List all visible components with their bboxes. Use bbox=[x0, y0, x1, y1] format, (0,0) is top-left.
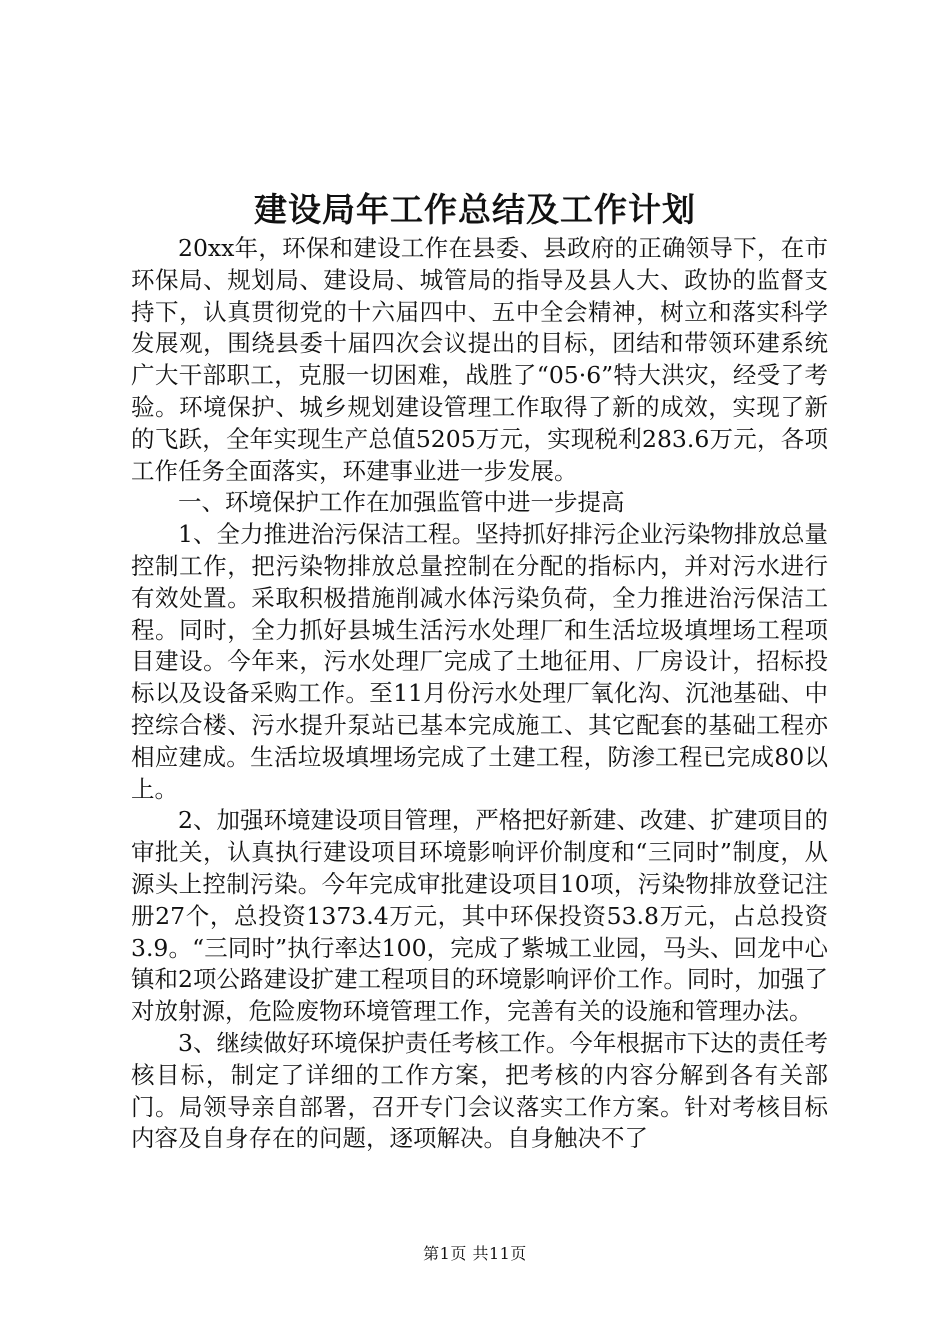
page-footer: 第1页 共11页 bbox=[423, 1244, 527, 1263]
document-body bbox=[131, 233, 828, 1155]
document-title: 建设局年工作总结及工作计划 bbox=[254, 190, 696, 229]
paragraph-item-3: 3、继续做好环境保护责任考核工作。今年根据市下达的责任考核目标，制定了详细的工作方案，把考核的内容分解到各有关部门。局领导亲自部署，召开专门会议落实工作方案。针对考核目标内容及自身存在的问题，逐项解决。自身触决不了 bbox=[131, 1028, 828, 1153]
paragraph-item-2: 2、加强环境建设项目管理，严格把好新建、改建、扩建项目的审批关，认真执行建设项目环境影响评价制度和“三同时”制度，从源头上控制污染。今年完成审批建设项目10项，污染物排放登记注册27个，总投资1373.4万元，其中环保投资53.8万元，占总投资3.9。“三同时”执行率达100，完成了紫城工业园，马头、回龙中心镇和2项公路建设扩建工程项目的环境影响评价工作。同时，加强了对放射源，危险废物环境管理工作，完善有关的设施和管理办法。 bbox=[131, 806, 828, 1026]
paragraph-intro: 20xx年，环保和建设工作在县委、县政府的正确领导下，在市环保局、规划局、建设局、城管局的指导及县人大、政协的监督支持下，认真贯彻党的十六届四中、五中全会精神，树立和落实科学发展观，围绕县委十届四次会议提出的目标，团结和带领环建系统广大干部职工，克服一切困难，战胜了“05·6”特大洪灾，经受了考验。环境保护、城乡规划建设管理工作取得了新的成效，实现了新的飞跃，全年实现生产总值5205万元，实现税利283.6万元，各项工作任务全面落实，环建事业进一步发展。 bbox=[131, 234, 828, 485]
section-heading: 一、环境保护工作在加强监管中进一步提高 bbox=[178, 488, 625, 517]
paragraph-item-1: 1、全力推进治污保洁工程。坚持抓好排污企业污染物排放总量控制工作，把污染物排放总量控制在分配的指标内，并对污水进行有效处置。采取积极措施削减水体污染负荷，全力推进治污保洁工程。同时，全力抓好县城生活污水处理厂和生活垃圾填埋场工程项目建设。今年来，污水处理厂完成了土地征用、厂房设计，招标投标以及设备采购工作。至11月份污水处理厂氧化沟、沉池基础、中控综合楼、污水提升泵站已基本完成施工、其它配套的基础工程亦相应建成。生活垃圾填埋场完成了土建工程，防渗工程已完成80以上。 bbox=[131, 520, 828, 803]
